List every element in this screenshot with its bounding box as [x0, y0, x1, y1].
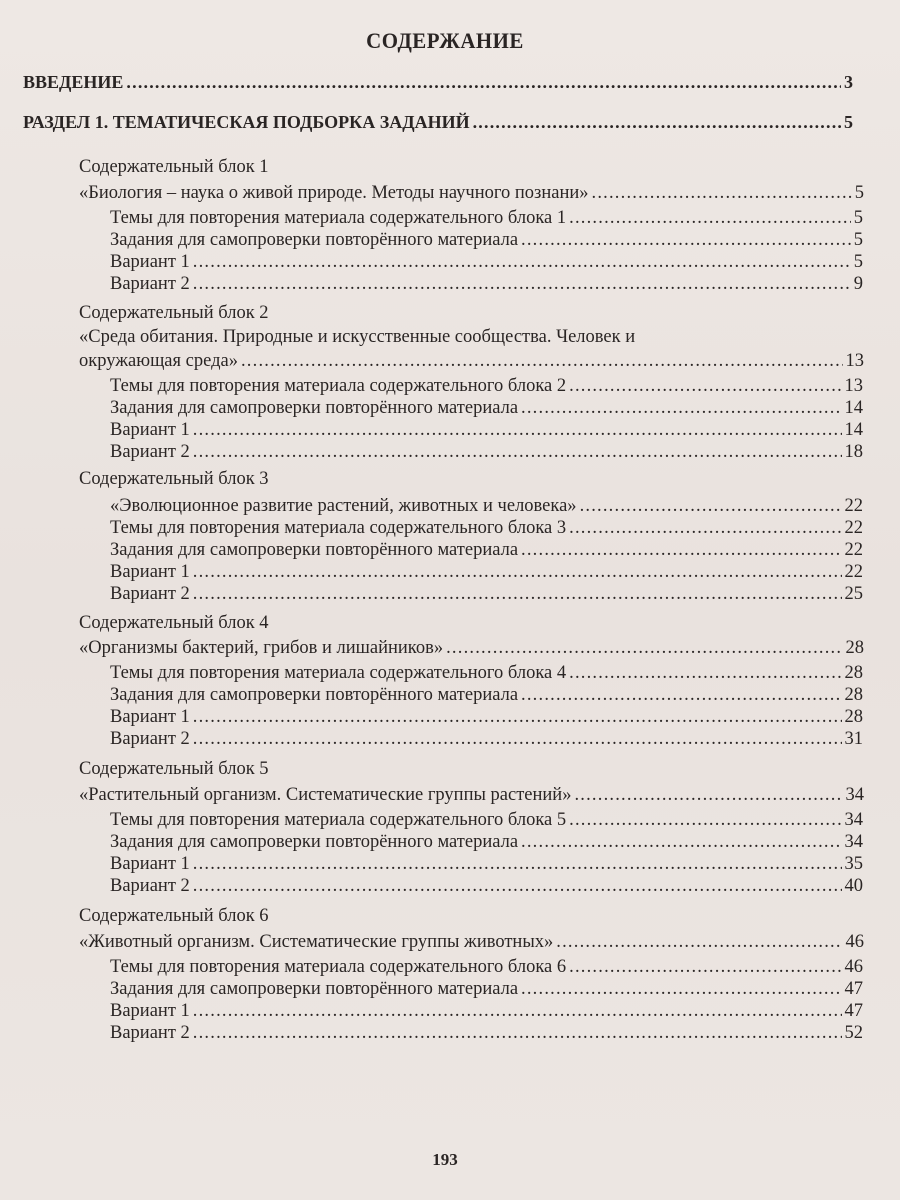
toc-entry-page: 46	[844, 957, 863, 977]
block-heading-4: Содержательный блок 4	[79, 613, 269, 633]
toc-entry-label: Вариант 1	[110, 707, 190, 727]
toc-entry[interactable]	[110, 875, 863, 897]
dot-leader	[521, 539, 841, 561]
toc-entry[interactable]	[110, 831, 863, 853]
toc-entry-page: 13	[844, 376, 863, 396]
toc-entry-label: Темы для повторения материала содержательного блока 5	[110, 810, 567, 830]
toc-entry-label: Задания для самопроверки повторённого материала	[110, 832, 519, 852]
toc-entry-page: 35	[844, 854, 863, 874]
dot-leader	[193, 1022, 842, 1044]
dot-leader	[569, 809, 841, 831]
toc-entry-label: Задания для самопроверки повторённого материала	[110, 979, 519, 999]
dot-leader	[574, 784, 842, 806]
dot-leader	[193, 441, 842, 463]
toc-entry-label: РАЗДЕЛ 1. ТЕМАТИЧЕСКАЯ ПОДБОРКА ЗАДАНИЙ	[23, 112, 470, 132]
toc-entry-page: 31	[844, 729, 863, 749]
page-number: 193	[432, 1150, 458, 1169]
toc-entry-label: ВВЕДЕНИЕ	[23, 72, 124, 92]
toc-entry-page: 47	[844, 979, 863, 999]
toc-entry[interactable]	[110, 229, 863, 251]
dot-leader	[521, 978, 841, 1000]
toc-entry-page: 18	[844, 442, 863, 462]
toc-entry-section-1[interactable]	[23, 111, 853, 133]
page-title: СОДЕРЖАНИЕ	[366, 28, 524, 53]
toc-entry[interactable]	[110, 853, 863, 875]
toc-entry-page: 28	[845, 638, 864, 658]
toc-entry-label: Вариант 2	[110, 729, 190, 749]
toc-entry-page: 28	[844, 685, 863, 705]
toc-entry[interactable]	[110, 539, 863, 561]
toc-entry[interactable]	[110, 441, 863, 463]
block-heading-1: Содержательный блок 1	[79, 157, 269, 177]
toc-entry-intro[interactable]	[23, 71, 853, 93]
toc-entry-page: 28	[844, 707, 863, 727]
toc-entry-page: 3	[844, 72, 853, 92]
toc-entry-label: Темы для повторения материала содержательного блока 6	[110, 957, 567, 977]
toc-entry[interactable]	[110, 397, 863, 419]
toc-entry-label: Темы для повторения материала содержательного блока 3	[110, 518, 567, 538]
toc-entry-page: 47	[844, 1001, 863, 1021]
toc-entry-label: окружающая среда»	[79, 351, 238, 371]
toc-entry-label: Задания для самопроверки повторённого материала	[110, 540, 519, 560]
toc-entry-page: 13	[845, 351, 864, 371]
toc-entry-label: Темы для повторения материала содержательного блока 4	[110, 663, 567, 683]
dot-leader	[193, 853, 842, 875]
toc-entry[interactable]	[110, 583, 863, 605]
dot-leader	[126, 71, 841, 93]
toc-entry[interactable]	[110, 1022, 863, 1044]
toc-entry-page: 9	[853, 274, 863, 294]
block-heading-2: Содержательный блок 2	[79, 303, 269, 323]
toc-entry[interactable]	[110, 207, 863, 229]
toc-entry-block-4-title[interactable]	[79, 637, 864, 659]
toc-entry[interactable]	[110, 251, 863, 273]
dot-leader	[193, 251, 851, 273]
block-heading-3: Содержательный блок 3	[79, 469, 269, 489]
dot-leader	[569, 662, 841, 684]
toc-entry[interactable]	[110, 517, 863, 539]
dot-leader	[592, 182, 852, 204]
dot-leader	[569, 517, 841, 539]
toc-entry[interactable]	[110, 809, 863, 831]
dot-leader	[569, 956, 841, 978]
toc-entry-page: 22	[844, 496, 863, 516]
toc-entry[interactable]	[110, 1000, 863, 1022]
dot-leader	[193, 583, 842, 605]
toc-entry[interactable]	[110, 684, 863, 706]
toc-entry-label: Вариант 1	[110, 252, 190, 272]
toc-entry-label: Темы для повторения материала содержательного блока 2	[110, 376, 567, 396]
toc-entry-page: 5	[853, 230, 863, 250]
dot-leader	[556, 931, 842, 953]
toc-entry-page: 5	[853, 208, 863, 228]
toc-entry[interactable]	[110, 706, 863, 728]
toc-entry-label: Вариант 2	[110, 584, 190, 604]
dot-leader	[473, 111, 841, 133]
toc-entry-label: Вариант 1	[110, 1001, 190, 1021]
dot-leader	[446, 637, 842, 659]
toc-entry-page: 14	[844, 398, 863, 418]
toc-entry-label: Темы для повторения материала содержательного блока 1	[110, 208, 567, 228]
toc-entry-label: Вариант 1	[110, 562, 190, 582]
toc-entry-block-6-title[interactable]	[79, 931, 864, 953]
toc-entry[interactable]	[110, 662, 863, 684]
toc-entry-label: Вариант 1	[110, 420, 190, 440]
toc-entry[interactable]	[110, 273, 863, 295]
toc-entry-page: 28	[844, 663, 863, 683]
toc-entry-page: 34	[845, 785, 864, 805]
toc-entry-label: Вариант 2	[110, 442, 190, 462]
toc-entry-label: «Организмы бактерий, грибов и лишайников»	[79, 638, 444, 658]
toc-entry-page: 22	[844, 562, 863, 582]
toc-entry-block-5-title[interactable]	[79, 784, 864, 806]
toc-entry-label: Вариант 2	[110, 876, 190, 896]
toc-entry-label: Задания для самопроверки повторённого материала	[110, 230, 519, 250]
dot-leader	[521, 831, 841, 853]
toc-entry-page: 14	[844, 420, 863, 440]
dot-leader	[580, 495, 842, 517]
toc-entry-label: Вариант 1	[110, 854, 190, 874]
block-title-line-1[interactable]: «Среда обитания. Природные и искусственные сообщества. Человек и	[79, 327, 636, 347]
toc-entry-page: 34	[844, 810, 863, 830]
dot-leader	[521, 684, 841, 706]
toc-entry-page: 5	[854, 183, 864, 203]
toc-entry-label: «Растительный организм. Систематические группы растений»	[79, 785, 572, 805]
toc-entry[interactable]	[110, 956, 863, 978]
toc-entry-page: 34	[844, 832, 863, 852]
dot-leader	[521, 397, 841, 419]
toc-entry-label: Задания для самопроверки повторённого материала	[110, 685, 519, 705]
dot-leader	[521, 229, 851, 251]
toc-entry-block-2-title[interactable]	[79, 350, 864, 372]
dot-leader	[193, 419, 842, 441]
toc-entry-label: Вариант 2	[110, 274, 190, 294]
toc-entry-page: 25	[844, 584, 863, 604]
dot-leader	[193, 706, 842, 728]
toc-entry-page: 22	[844, 518, 863, 538]
block-heading-6: Содержательный блок 6	[79, 906, 269, 926]
toc-entry-page: 22	[844, 540, 863, 560]
toc-entry-page: 46	[845, 932, 864, 952]
toc-entry-label: Вариант 2	[110, 1023, 190, 1043]
dot-leader	[193, 273, 851, 295]
toc-entry-block-1-title[interactable]	[79, 182, 864, 204]
toc-entry[interactable]	[110, 561, 863, 583]
toc-entry-label: «Эволюционное развитие растений, животных и человека»	[110, 496, 577, 516]
toc-entry-block-3-title[interactable]	[110, 495, 863, 517]
dot-leader	[193, 1000, 842, 1022]
toc-entry[interactable]	[110, 375, 863, 397]
toc-entry-page: 52	[844, 1023, 863, 1043]
toc-entry-page: 40	[844, 876, 863, 896]
toc-entry[interactable]	[110, 728, 863, 750]
toc-entry-page: 5	[853, 252, 863, 272]
toc-entry-page: 5	[844, 112, 853, 132]
dot-leader	[569, 207, 851, 229]
toc-entry-label: Задания для самопроверки повторённого материала	[110, 398, 519, 418]
dot-leader	[193, 561, 842, 583]
dot-leader	[193, 728, 842, 750]
toc-entry-label: «Биология – наука о живой природе. Методы научного познани»	[79, 183, 589, 203]
toc-entry[interactable]	[110, 978, 863, 1000]
toc-entry[interactable]	[110, 419, 863, 441]
block-heading-5: Содержательный блок 5	[79, 759, 269, 779]
dot-leader	[569, 375, 841, 397]
dot-leader	[193, 875, 842, 897]
dot-leader	[241, 350, 843, 372]
toc-entry-label: «Животный организм. Систематические группы животных»	[79, 932, 554, 952]
